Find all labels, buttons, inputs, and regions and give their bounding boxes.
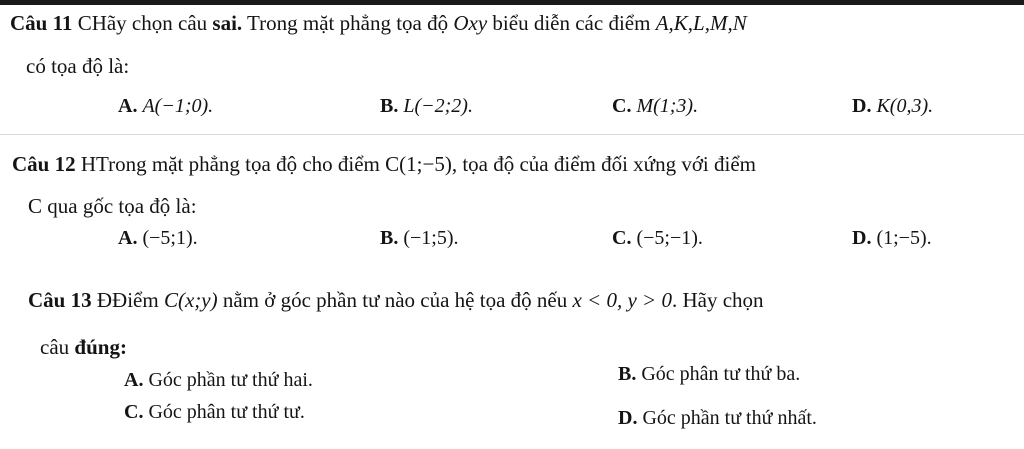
q11-label: Câu 11 [10, 11, 73, 35]
q11-option-b-value: L(−2;2). [403, 95, 473, 117]
q12-option-c-value: (−5;−1). [636, 227, 703, 249]
q13-option-b-value: Góc phân tư thứ ba. [641, 363, 801, 385]
q11-option-c-letter: C. [612, 95, 632, 117]
q13-condition: x < 0, y > 0 [572, 288, 672, 312]
q13-point: C(x;y) [163, 288, 218, 312]
q12-label: Câu 12 [12, 152, 76, 176]
q11-points: A,K,L,M,N [655, 11, 747, 35]
q13-option-a-letter: A. [124, 369, 144, 391]
q12-text2: , tọa độ của điểm đối xứng với điểm [451, 152, 756, 176]
q12-option-b-value: (−1;5). [403, 227, 459, 249]
q13-option-d-letter: D. [618, 407, 638, 429]
q13-option-a-value: Góc phần tư thứ hai. [148, 369, 313, 391]
q11-option-b [380, 93, 473, 119]
q13-line2 [40, 334, 127, 360]
q11-emphasis: sai. [212, 11, 243, 35]
section-divider [0, 134, 1024, 135]
q12-text1: HTrong mặt phẳng tọa độ cho điểm [80, 152, 380, 176]
q13-line2-lead: câu [40, 335, 70, 359]
q12-point: C(1;−5) [385, 152, 452, 176]
q13-option-b [618, 361, 800, 387]
q11-lead: CHãy chọn câu [77, 11, 208, 35]
q13-option-d [618, 405, 817, 431]
q11-option-c-value: M(1;3). [636, 95, 699, 117]
q12-option-d [852, 225, 932, 251]
q11-option-d-value: K(0,3). [876, 95, 934, 117]
q12-line1 [12, 151, 756, 177]
q13-option-c-letter: C. [124, 401, 144, 423]
q12-option-c [612, 225, 703, 251]
q12-line2: C qua gốc tọa độ là: [28, 194, 197, 218]
q13-option-c-value: Góc phân tư thứ tư. [148, 401, 305, 423]
top-border [0, 0, 1024, 5]
q13-line2-emphasis: đúng: [74, 335, 127, 359]
q13-option-b-letter: B. [618, 363, 637, 385]
q12-option-b [380, 225, 459, 251]
q11-option-d-letter: D. [852, 95, 872, 117]
q12-option-b-letter: B. [380, 227, 399, 249]
q13-text3: . Hãy chọn [671, 288, 764, 312]
q13-text1: ĐĐiểm [96, 288, 159, 312]
q11-text2: biểu diễn các điểm [492, 11, 651, 35]
q12-option-a-letter: A. [118, 227, 138, 249]
q11-option-d [852, 93, 933, 119]
q12-option-d-value: (1;−5). [876, 227, 932, 249]
q11-oxy: Oxy [453, 11, 488, 35]
q11-option-c [612, 93, 698, 119]
q13-option-d-value: Góc phần tư thứ nhất. [642, 407, 817, 429]
q12-option-d-letter: D. [852, 227, 872, 249]
q11-option-a [118, 93, 213, 119]
q11-option-a-value: A(−1;0). [142, 95, 214, 117]
q11-line2: có tọa độ là: [26, 54, 130, 78]
q12-option-a-value: (−5;1). [142, 227, 198, 249]
q13-option-c [124, 399, 305, 425]
q13-line1 [28, 287, 764, 313]
q11-line1 [10, 10, 747, 36]
q12-option-c-letter: C. [612, 227, 632, 249]
q11-text1: Trong mặt phẳng tọa độ [247, 11, 449, 35]
q13-label: Câu 13 [28, 288, 92, 312]
q11-option-b-letter: B. [380, 95, 399, 117]
q12-option-a [118, 225, 198, 251]
q13-option-a [124, 367, 313, 393]
q13-text2: nằm ở góc phần tư nào của hệ tọa độ nếu [222, 288, 568, 312]
q11-option-a-letter: A. [118, 95, 138, 117]
